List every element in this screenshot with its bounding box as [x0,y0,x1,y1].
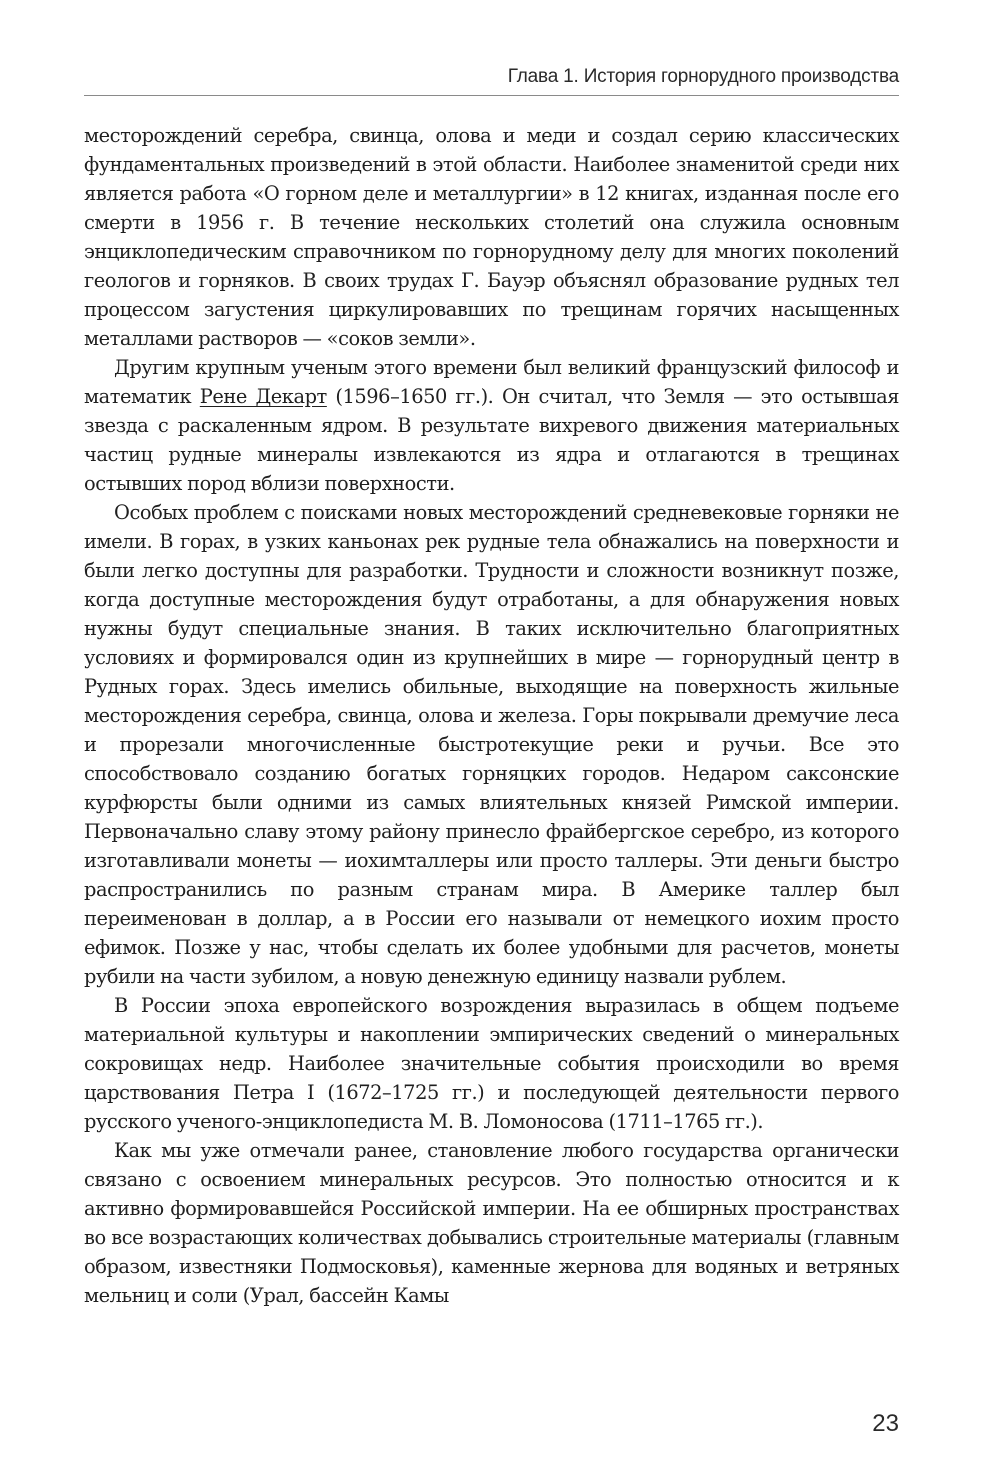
body-text [84,121,899,1310]
paragraph-descartes [84,353,899,498]
paragraph-text: Другим крупным ученым этого времени был великий французский философ и математик [84,356,899,408]
descartes-link[interactable]: Рене Декарт [199,385,327,408]
running-head [84,62,899,96]
paragraph-mineral-resources: Как мы уже отмечали ранее, становление любого государства органически связано с освоением минеральных ресурсов. Это полностью относится и к активно формировавшейся Российской империи. На ее обширных пространствах во все возрастающих количествах добывались строительные материалы (главным образом, известняки Подмосковья), каменные жернова для водяных и ветряных мельниц и соли (Урал, бассейн Камы [84,1139,899,1307]
paragraph-continued: месторождений серебра, свинца, олова и меди и создал серию классических фундаментальных произведений в этой области. Наиболее знаменитой среди них является работа «О горном деле и металлургии» в 12 книгах, изданная после его смерти в 1956 г. В течение нескольких столетий она служила основным энциклопедическим справочником по горнорудному делу для многих поколений геологов и горняков. В своих трудах Г. Бауэр объяснял образование рудных тел процессом загустения циркулировавших по трещинам горячих насыщенных металлами растворов — «соков земли». [84,124,899,350]
page-number: 23 [872,1410,899,1437]
paragraph-russia-renaissance: В России эпоха европейского возрождения выразилась в общем подъеме материальной культуры и накоплении эмпирических сведений о минеральных сокровищах недр. Наиболее значительные события происходили во время царствования Петра I (1672–1725 гг.) и последующей деятельности первого русского ученого-энциклопедиста М. В. Ломоносова (1711–1765 гг.). [84,994,899,1133]
paragraph-text: (1596–1650 гг.). Он считал, что Земля — это остывшая звезда с раскаленным ядром. В результате вихревого движения материальных частиц рудные минералы извлекаются из ядра и отлагаются в трещинах остывших пород вблизи поверхности. [84,385,899,495]
paragraph-ore-mountains: Особых проблем с поисками новых месторождений средневековые горняки не имели. В горах, в узких каньонах рек рудные тела обнажались на поверхности и были легко доступны для разработки. Трудности и сложности возникнут позже, когда доступные месторождения будут отработаны, а для обнаружения новых нужны будут специальные знания. В таких исключительно благоприятных условиях и формировался один из крупнейших в мире — горнорудный центр в Рудных горах. Здесь имелись обильные, выходящие на поверхность жильные месторождения серебра, свинца, олова и железа. Горы покрывали дремучие леса и прорезали многочисленные быстротекущие реки и ручьи. Все это способствовало созданию богатых горняцких городов. Недаром саксонские курфюрсты были одними из самых влиятельных князей Римской империи. Первоначально славу этому району принесло фрайбергское серебро, из которого изготавливали монеты — иохимталлеры или просто таллеры. Эти деньги быстро распространились по разным странам мира. В Америке таллер был переименован в доллар, а в России его называли от немецкого иохим просто ефимок. Позже у нас, чтобы сделать их более удобными для расчетов, монеты рубили на части зубилом, а новую денежную единицу назвали рублем. [84,501,899,988]
chapter-title: Глава 1. История горнорудного производства [507,66,899,87]
